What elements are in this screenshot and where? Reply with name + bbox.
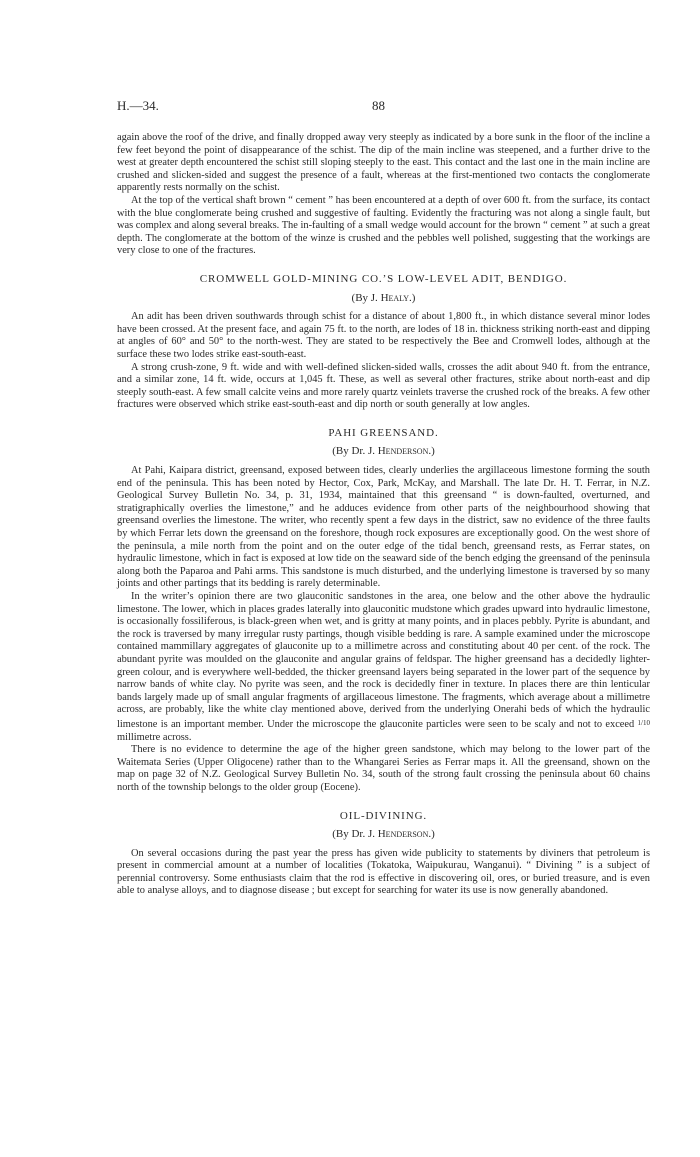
byline-prefix: (By Dr. J. xyxy=(332,445,375,458)
pahi-paragraph-2-text: In the writer’s opinion there are two glauconitic sandstones in the area, one below and the other above the hydraulic limestone. The lower, which in places grades laterally into glauconitic mudstone which grades upward into hydraulic limestone, is occasionally fossiliferous, is black-green when wet, and is gritty at many points, and in places pebbly. Pyrite is abundant, and the rock is traversed by many irregular rusty partings, though visible bedding is rare. A sample examined under the microscope contained mammillary aggregates of glauconite up to a millimetre across and constituting about 40 per cent. of the rock. The abundant pyrite was moulded on the glauconite and angular grains of feldspar. The higher greensand has a decidedly lighter-green colour, and is everywhere well-bedded, the thicker greensand layers being separated in the lower part of the sequence by narrow bands of white clay. No pyrite was seen, and the rock is decidedly finer in texture. In places there are thin lenticular bands largely made up of small angular fragments of argillaceous limestone. The fragments, which average about a millimetre across, are probably, like the white clay mentioned above, derived from the underlying Onerahi beds of which the hydraulic limestone is an important member. Under the microscope the glauconite particles were seen to be scaly and not to exceed xyxy=(117,591,650,730)
byline-suffix: .) xyxy=(409,291,416,304)
pahi-paragraph-2 xyxy=(117,591,650,744)
byline-prefix: (By J. xyxy=(351,291,378,304)
fraction: 1/10 xyxy=(637,718,650,727)
byline-suffix: .) xyxy=(428,445,435,458)
document-reference: H.—34. xyxy=(117,98,159,113)
page-number: 88 xyxy=(372,98,385,113)
section-title-oil: OIL-DIVINING. xyxy=(339,809,428,822)
section-title-cromwell: CROMWELL GOLD-MINING CO.’S LOW-LEVEL ADIT, BENDIGO. xyxy=(199,272,568,285)
fraction-tail: millimetre across. xyxy=(117,731,192,743)
pahi-paragraph-1: At Pahi, Kaipara district, greensand, exposed between tides, clearly underlies the argillaceous limestone forming the south end of the peninsula. This has been noted by Hector, Cox, Park, McKay, and Marshall. The late Dr. H. T. Ferrar, in N.Z. Geological Survey Bulletin No. 34, p. 31, 1934, maintained that this greensand “ is down-faulted, overturned, and stratigraphically overlies the limestone,” and he adduces evidence from other parts of the neighbourhood showing that greensand overlies the limestone. The writer, who recently spent a few days in the district, saw no evidence of the three faults by which Ferrar lets down the greensand on the foreshore, though rock exposures are exceptionally good. On the west shore of the peninsula, a mile north from the point and on the outer edge of the tidal bench, greensand rests, as Ferrar states, on hydraulic limestone, which in fact is exposed at low tide on the seaward side of the bench edging the greensand of the peninsula along both the Paparoa and Pahi arms. This sandstone is much disturbed, and the underlying limestone is traversed by so many joints and other partings that its bedding is rarely determinable. xyxy=(117,465,650,590)
intro-paragraph-1: again above the roof of the drive, and finally dropped away very steeply as indicated by a bore sunk in the floor of the incline a few feet beyond the point of disappearance of the schist. The dip of the main incline was steepened, and a further drive to the west at greater depth encountered the schist still sloping steeply to the east. This contact and the last one in the main incline are crushed and slicken-sided and suggest the presence of a fault, whereas at the first-mentioned two contacts the conglomerate apparently rests normally on the schist. xyxy=(117,132,650,194)
cromwell-paragraph-1: An adit has been driven southwards through schist for a distance of about 1,800 ft., in which distance several minor lodes have been crossed. At the present face, and again 75 ft. to the north, are lodes of 18 in. thickness striking north-east and dipping at angles of 60° and 50° to the north-west. They are stated to be respectively the Bee and Cromwell lodes, although at the surface these two lodes strike east-south-east. xyxy=(117,311,650,360)
section-title-pahi: PAHI GREENSAND. xyxy=(328,426,439,439)
byline-cromwell xyxy=(117,292,650,305)
intro-paragraph-2: At the top of the vertical shaft brown “ cement ” has been encountered at a depth of over 600 ft. from the surface, its contact with the blue conglomerate being crushed and suggestive of faulting. Evidently the fracturing was not along a single fault, but was complex and along several breaks. The in-faulting of a small wedge would account for the brown “ cement ” at such a great depth. The conglomerate at the bottom of the winze is crushed and the pebbles well polished, suggesting that the workings are very close to one of the fractures. xyxy=(117,194,650,257)
page-header xyxy=(117,100,650,118)
byline-pahi xyxy=(117,445,650,458)
author-name: Healy xyxy=(380,291,410,304)
author-name: Henderson xyxy=(377,828,429,841)
author-name: Henderson xyxy=(377,445,429,458)
byline-prefix: (By Dr. J. xyxy=(332,828,375,841)
byline-oil xyxy=(117,828,650,841)
pahi-paragraph-3: There is no evidence to determine the age of the higher green sandstone, which may belong to the lower part of the Waitemata Series (Upper Oligocene) rather than to the Whangarei Series as Ferrar maps it. All the greensand, shown on the map on page 32 of N.Z. Geological Survey Bulletin No. 34, south of the strong fault crossing the peninsula about 60 chains north of the township belongs to the older group (Eocene). xyxy=(117,744,650,793)
oil-paragraph-1: On several occasions during the past year the press has given wide publicity to statements by diviners that petroleum is present in commercial amount at a number of localities (Tokatoka, Waipukurau, Wanganui). “ Divining ” is a subject of perennial controversy. Some enthusiasts claim that the rod is effective in discovering oil, ores, or buried treasure, and is even able to analyse alloys, and to diagnose disease ; but except for searching for water its use is now generally abandoned. xyxy=(117,847,650,897)
cromwell-paragraph-2: A strong crush-zone, 9 ft. wide and with well-defined slicken-sided walls, crosses the adit about 940 ft. from the entrance, and a similar zone, 14 ft. wide, occurs at 1,045 ft. These, as well as several other fractures, strike about north-east and dip steeply south-east. A few small calcite veins and more rarely quartz veinlets traverse the crushed rock of the breaks. A few other fractures were observed which strike east-south-east and dip north or south generally at low angles. xyxy=(117,361,650,411)
byline-suffix: .) xyxy=(428,828,435,841)
